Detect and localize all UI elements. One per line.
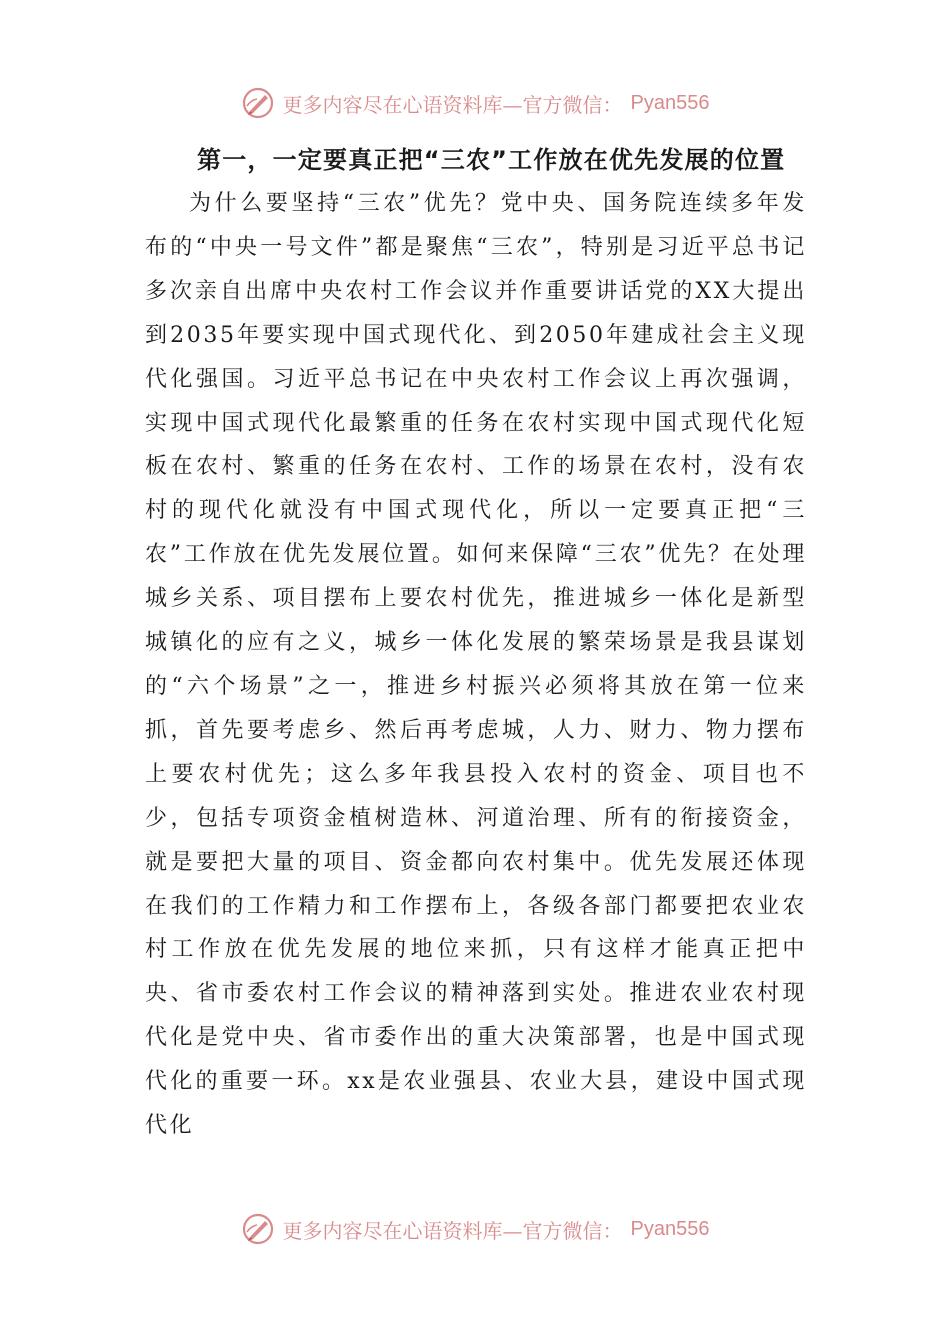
pen-circle-logo-icon xyxy=(241,86,275,120)
document-body xyxy=(145,138,807,1148)
watermark-wechat-id: Pyan556 xyxy=(630,1217,710,1240)
body-paragraph: 为什么要坚持“三农”优先？党中央、国务院连续多年发布的“中央一号文件”都是聚焦“三农”，特别是习近平总书记多次亲自出席中央农村工作会议并作重要讲话党的XX大提出到2035年要实现中国式现代化、到2050年建成社会主义现代化强国。习近平总书记在中央农村工作会议上再次强调，实现中国式现代化最繁重的任务在农村实现中国式现代化短板在农村、繁重的任务在农村、工作的场景在农村，没有农村的现代化就没有中国式现代化，所以一定要真正把“三农”工作放在优先发展位置。如何来保障“三农”优先？在处理城乡关系、项目摆布上要农村优先，推进城乡一体化是新型城镇化的应有之义，城乡一体化发展的繁荣场景是我县谋划的“六个场景”之一，推进乡村振兴必须将其放在第一位来抓，首先要考虑乡、然后再考虑城，人力、财力、物力摆布上要农村优先；这么多年我县投入农村的资金、项目也不少，包括专项资金植树造林、河道治理、所有的衔接资金，就是要把大量的项目、资金都向农村集中。优先发展还体现在我们的工作精力和工作摆布上，各级各部门都要把农业农村工作放在优先发展的地位来抓，只有这样才能真正把中央、省市委农村工作会议的精神落到实处。推进农业农村现代化是党中央、省市委作出的重大决策部署，也是中国式现代化的重要一环。xx是农业强县、农业大县，建设中国式现代化 xyxy=(145,191,807,1139)
pen-circle-logo-icon xyxy=(241,1212,275,1246)
section-heading: 第一，一定要真正把“三农”工作放在优先发展的位置 xyxy=(197,146,786,174)
header-watermark xyxy=(0,86,950,120)
watermark-text: 更多内容尽在心语资料库—官方微信： xyxy=(282,1218,623,1243)
watermark-wechat-id: Pyan556 xyxy=(630,91,710,114)
watermark-text: 更多内容尽在心语资料库—官方微信： xyxy=(282,92,623,117)
footer-watermark xyxy=(0,1212,950,1246)
